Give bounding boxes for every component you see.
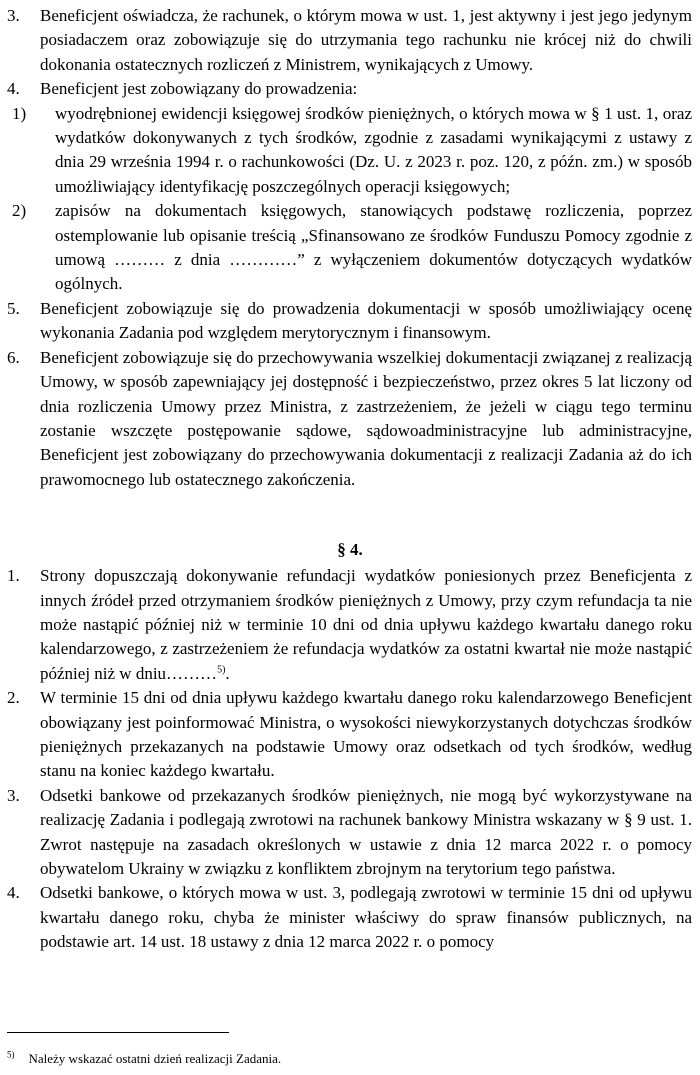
paragraph-text-end: .	[225, 663, 230, 683]
sub-point-number: 2)	[12, 201, 27, 221]
paragraph-text: W terminie 15 dni od dnia upływu każdego kwartału danego roku kalendarzowego Beneficjent obowiązany jest poinformować Ministra, o wysokości niewykorzystanych dotychczas środków pieniężnych przekazanych na podstawie Umowy oraz odsetkach od tych środków, według stanu na koniec każdego kwartału.	[40, 688, 692, 781]
document-page	[0, 4, 700, 955]
paragraph-3-3	[0, 4, 700, 77]
paragraph-4-2	[0, 686, 700, 784]
sub-point-text: wyodrębnionej ewidencji księgowej środków pieniężnych, o których mowa w § 1 ust. 1, oraz wydatków dokonywanych z tych środków, zgodnie z zasadami wynikającymi z ustawy z dnia 29 września 1994 r. o rachunkowości (Dz. U. z 2023 r. poz. 120, z późn. zm.) w sposób umożliwiający identyfikację poszczególnych operacji księgowych;	[55, 103, 692, 196]
paragraph-4-3	[0, 784, 700, 882]
sub-point-text: zapisów na dokumentach księgowych, stanowiących podstawę rozliczenia, poprzez ostemplowanie lub opisanie treścią „Sfinansowano ze środków Funduszu Pomocy zgodnie z umową ……… z dnia …………” z wyłączeniem dokumentów dotyczących wydatków ogólnych.	[55, 201, 692, 294]
paragraph-4-4	[0, 881, 700, 954]
paragraph-number: 5.	[7, 298, 20, 318]
footnote	[7, 1051, 281, 1067]
paragraph-3-6	[0, 346, 700, 492]
paragraph-text: Beneficjent zobowiązuje się do przechowywania wszelkiej dokumentacji związanej z realizacją Umowy, w sposób zapewniający jej dostępność i bezpieczeństwo, przez okres 5 lat liczony od dnia rozliczenia Umowy przez Ministra, z zastrzeżeniem, że jeżeli w ciągu tego terminu zostanie wszczęte postępowanie sądowe, sądowoadministracyjne lub administracyjne, Beneficjent jest zobowiązany do przechowywania dokumentacji z realizacji Zadania aż do ich prawomocnego lub ostatecznego zakończenia.	[40, 347, 692, 489]
footnote-separator	[7, 1032, 229, 1033]
paragraph-3-5	[0, 297, 700, 346]
paragraph-text: Beneficjent jest zobowiązany do prowadzenia:	[40, 79, 358, 99]
paragraph-number: 3.	[7, 6, 20, 25]
sub-point-1	[0, 102, 700, 200]
footnote-text: Należy wskazać ostatni dzień realizacji Zadania.	[28, 1051, 282, 1066]
paragraph-number: 4.	[7, 79, 20, 99]
paragraph-text: Beneficjent zobowiązuje się do prowadzenia dokumentacji w sposób umożliwiający ocenę wykonania Zadania pod względem merytorycznym i finansowym.	[40, 298, 692, 343]
section-heading: § 4.	[337, 540, 363, 560]
paragraph-3-4	[0, 77, 700, 101]
footnote-number: 5)	[7, 1049, 15, 1060]
paragraph-4-1	[0, 564, 700, 686]
section-spacer	[0, 492, 700, 532]
paragraph-text: Beneficjent oświadcza, że rachunek, o którym mowa w ust. 1, jest aktywny i jest jego jedynym posiadaczem oraz zobowiązuje się do utrzymania tego rachunku nie krócej niż do chwili dokonania ostatecznych rozliczeń z Ministrem, wynikających z Umowy.	[40, 6, 692, 74]
paragraph-text: Odsetki bankowe, o których mowa w ust. 3, podlegają zwrotowi w terminie 15 dni od upływu kwartału danego roku, chyba że minister właściwy do spraw finansów publicznych, na podstawie art. 14 ust. 18 ustawy z dnia 12 marca 2022 r. o pomocy	[40, 883, 692, 952]
footnote-reference[interactable]: 5)	[217, 664, 226, 676]
paragraph-text: Odsetki bankowe od przekazanych środków pieniężnych, nie mogą być wykorzystywane na realizację Zadania i podlegają zwrotowi na rachunek bankowy Ministra wskazany w § 9 ust. 1. Zwrot następuje na zasadach określonych w ustawie z dnia 12 marca 2022 r. o pomocy obywatelom Ukrainy w związku z konfliktem zbrojnym na terytorium tego państwa.	[40, 785, 692, 878]
paragraph-text: Strony dopuszczają dokonywanie refundacji wydatków poniesionych przez Beneficjenta z innych źródeł przed otrzymaniem środków pieniężnych z Umowy, przy czym refundacja ta nie może nastąpić później niż w terminie 10 dni od dnia upływu każdego kwartału danego roku kalendarzowego, z zastrzeżeniem że refundacja wydatków za ostatni kwartał nie może nastąpić później niż w dniu………	[40, 566, 692, 683]
sub-point-2	[0, 199, 700, 297]
paragraph-number: 2.	[7, 688, 20, 708]
paragraph-number: 6.	[7, 347, 20, 367]
sub-point-number: 1)	[12, 103, 27, 123]
paragraph-number: 4.	[7, 883, 20, 903]
paragraph-number: 3.	[7, 785, 20, 805]
paragraph-number: 1.	[7, 566, 20, 586]
